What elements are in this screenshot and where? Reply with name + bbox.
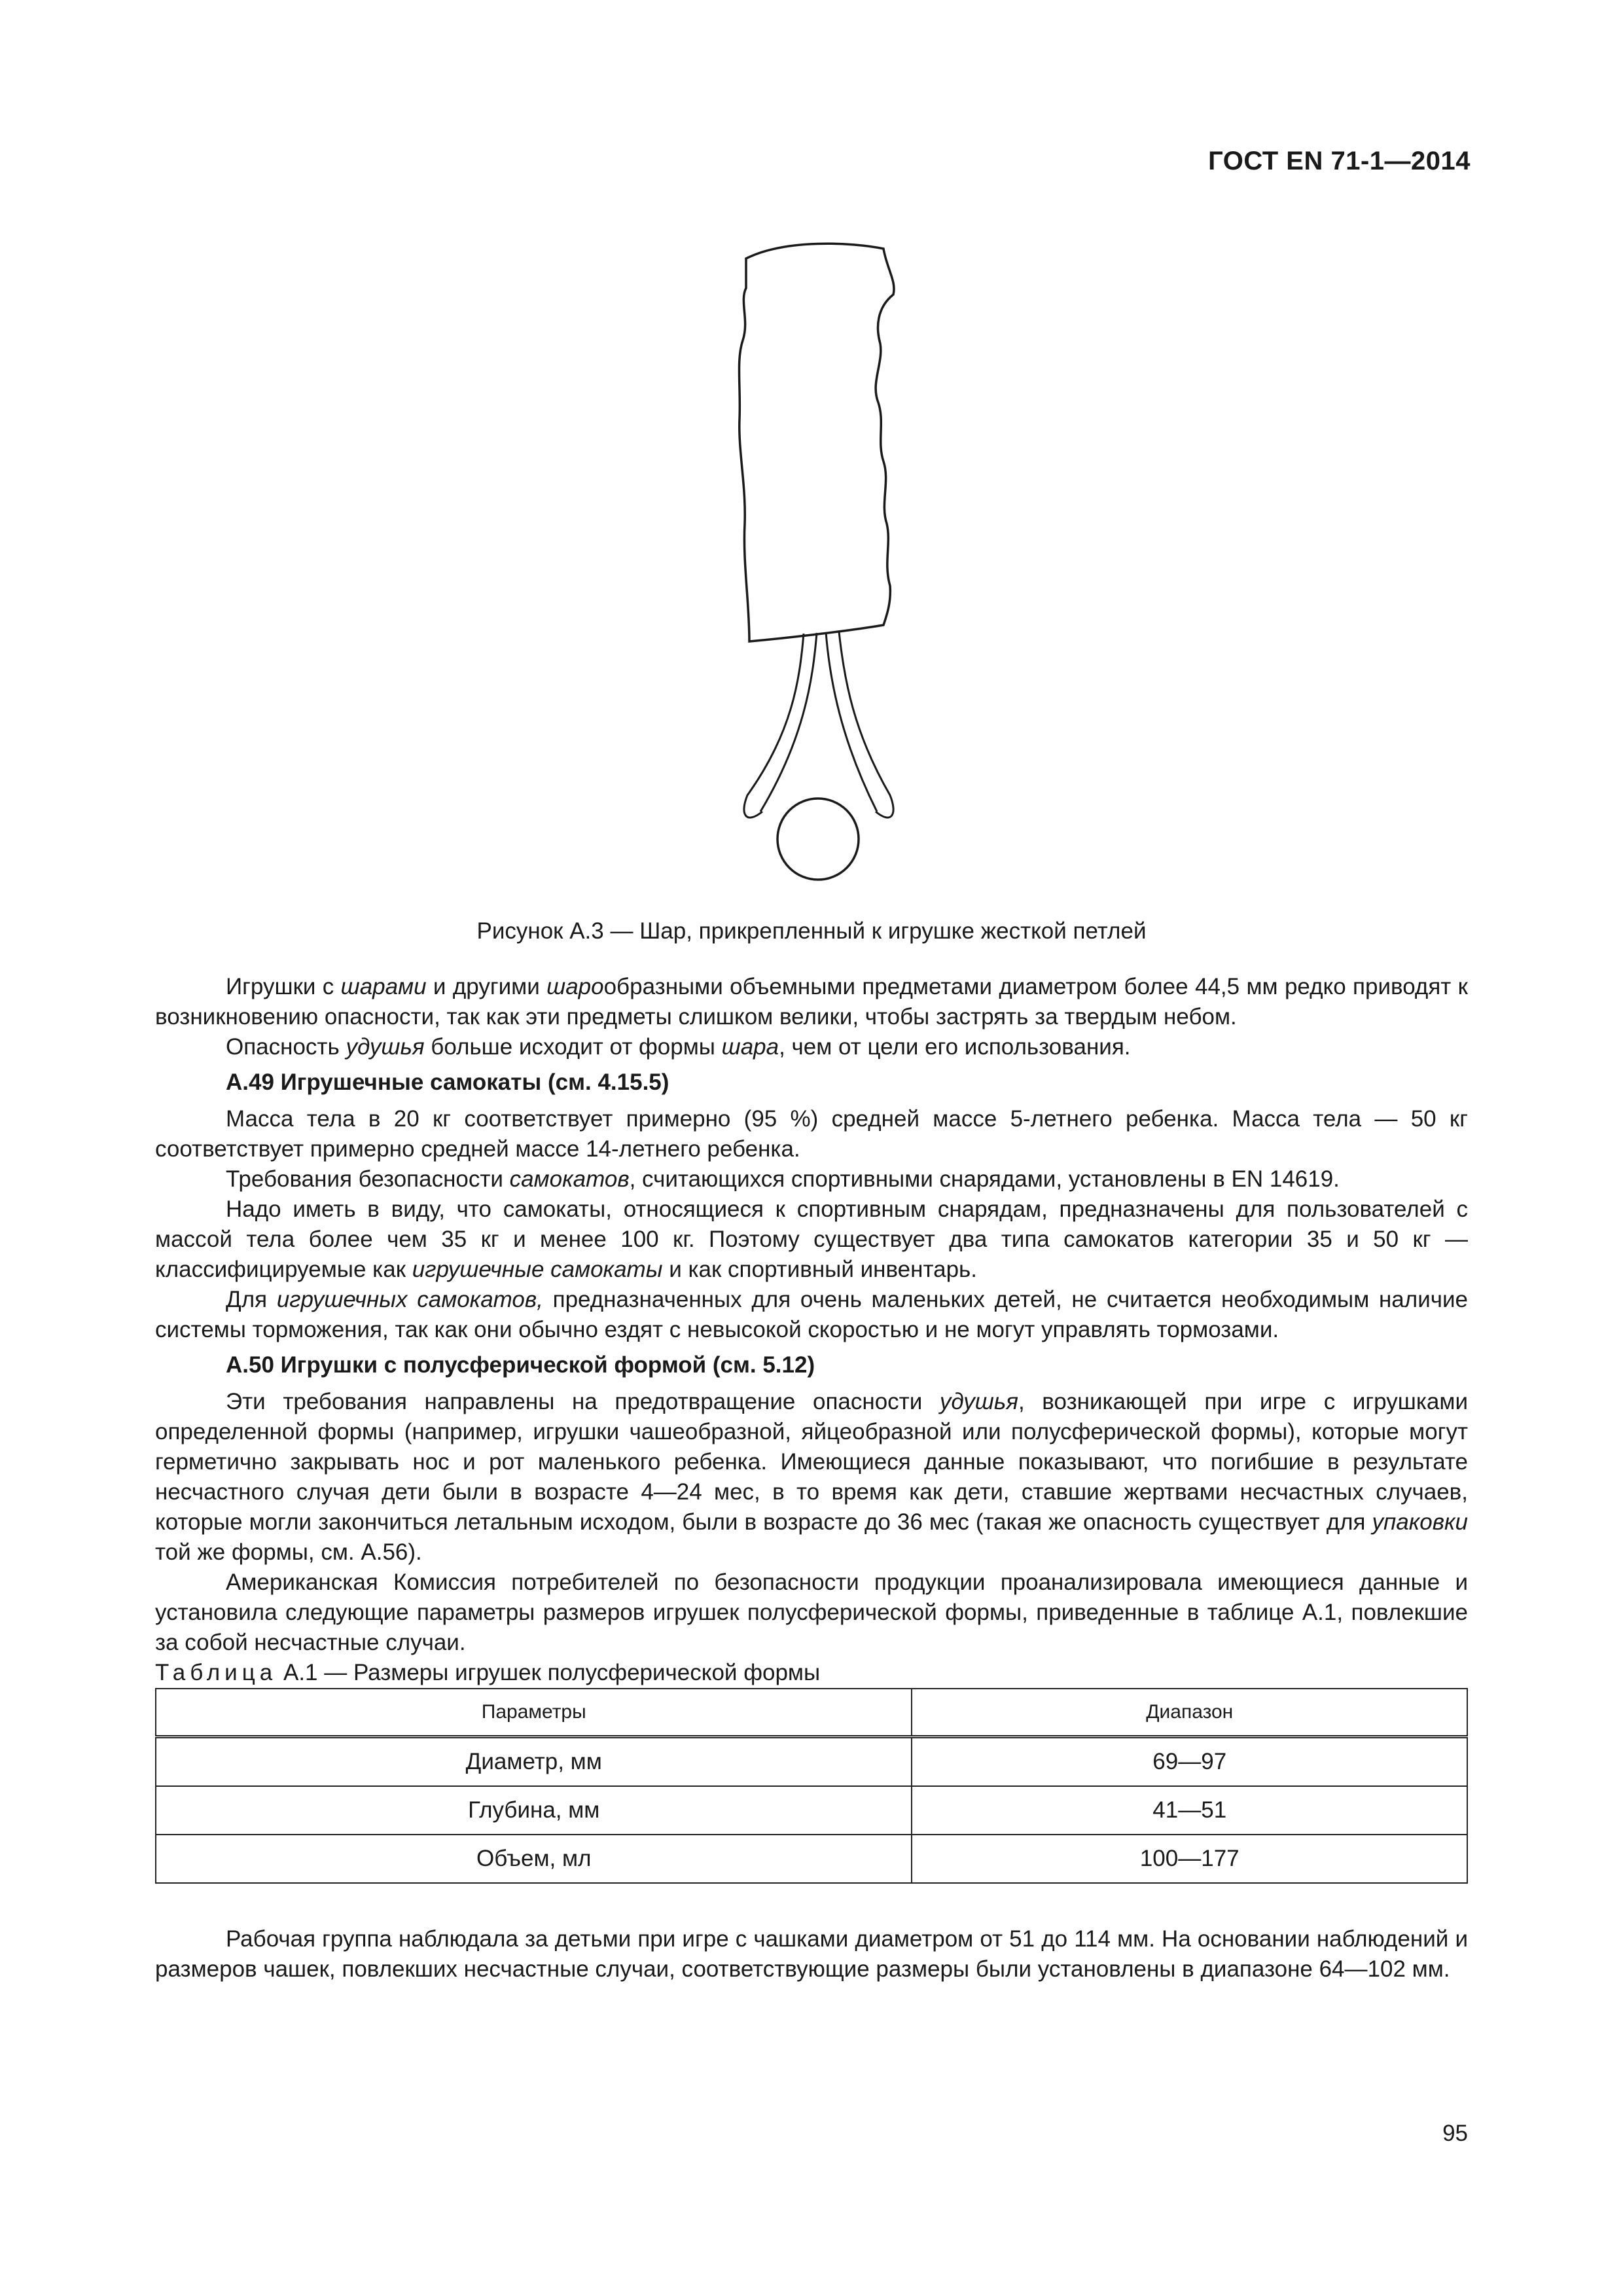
table-cell: 100—177: [912, 1835, 1467, 1883]
table-cell: Объем, мл: [156, 1835, 912, 1883]
italic-term: самокатов: [509, 1166, 630, 1192]
paragraph-body-mass: Масса тела в 20 кг соответствует примерно (95 %) средней массе 5-летнего ребенка. Масса тела — 50 кг соответствует примерно средней массе 14-летнего ребенка.: [155, 1106, 1468, 1162]
section-heading-a49: А.49 Игрушечные самокаты (см. 4.15.5): [226, 1069, 669, 1095]
italic-term: удушья: [346, 1034, 425, 1060]
paragraph-braking: Для игрушечных самокатов, предназначенных для очень маленьких детей, не считается необходимым наличие системы торможения, так как они обычно ездят с невысокой скоростью и не могут управлять тормозами.: [155, 1287, 1468, 1342]
paragraph-choking-hazard: Опасность удушья больше исходит от формы шара, чем от цели его использования.: [226, 1034, 1131, 1060]
italic-term: шаро: [546, 974, 604, 999]
figure-a3: [687, 236, 949, 884]
italic-term: шарами: [340, 974, 427, 999]
italic-term: шара: [721, 1034, 779, 1060]
paragraph-working-group: Рабочая группа наблюдала за детьми при игре с чашками диаметром от 51 до 114 мм. На основании наблюдений и размеров чашек, повлекших несчастные случаи, соответствующие размеры были установлены в диапазоне 64—102 мм.: [155, 1926, 1468, 1982]
paragraph-commission-analysis: Американская Комиссия потребителей по безопасности продукции проанализировала имеющиеся данные и установила следующие параметры размеров игрушек полусферической формы, приведенные в таблице А.1, повлекшие за собой несчастные случаи.: [155, 1570, 1468, 1655]
paragraph-scooter-categories: Надо иметь в виду, что самокаты, относящиеся к спортивным снарядам, предназначены для пользователей с массой тела более чем 35 кг и менее 100 кг. Поэтому существует два типа самокатов категории 35 и 50 кг — классифицируемые как игрушечные самокаты и как спортивный инвентарь.: [155, 1196, 1468, 1282]
section-heading-a50: А.50 Игрушки с полусферической формой (см. 5.12): [226, 1352, 815, 1378]
italic-term: игрушечные самокаты: [412, 1257, 663, 1282]
table-row: [156, 1786, 1467, 1835]
table-caption: Таблица А.1 — Размеры игрушек полусферической формы: [155, 1660, 821, 1685]
table-header-parameters: Параметры: [156, 1689, 912, 1737]
figure-caption: Рисунок А.3 — Шар, прикрепленный к игрушке жесткой петлей: [476, 918, 1147, 944]
document-body: [155, 972, 1468, 1984]
table-header-range: Диапазон: [912, 1689, 1467, 1737]
table-row: [156, 1737, 1467, 1787]
italic-term: упаковки: [1372, 1509, 1468, 1535]
paragraph-hemispherical-hazard: Эти требования направлены на предотвращение опасности удушья, возникающей при игре с игрушками определенной формы (например, игрушки чашеобразной, яйцеобразной или полусферической формы), которые могут герметично закрывать нос и рот маленького ребенка. Имеющиеся данные показывают, что погибшие в результате несчастного случая дети были в возрасте 4—24 мес, в то время как дети, ставшие жертвами несчастных случаев, которые могли закончиться летальным исходом, были в возрасте до 36 мес (такая же опасность существует для упаковки той же формы, см. А.56).: [155, 1389, 1468, 1565]
table-cell: Диаметр, мм: [156, 1737, 912, 1787]
table-cell: 41—51: [912, 1786, 1467, 1835]
table-row: [156, 1835, 1467, 1883]
table-cell: 69—97: [912, 1737, 1467, 1787]
table-a1: [155, 1688, 1468, 1884]
document-header: ГОСТ EN 71-1—2014: [1208, 147, 1471, 175]
page-number: 95: [1442, 2121, 1468, 2146]
table-cell: Глубина, мм: [156, 1786, 912, 1835]
paragraph-safety-requirements: Требования безопасности самокатов, считающихся спортивными снарядами, установлены в EN 14619.: [226, 1166, 1340, 1192]
toy-with-ball-on-loop-icon: [687, 236, 949, 884]
italic-term: игрушечных самокатов,: [276, 1287, 543, 1312]
italic-term: удушья: [939, 1389, 1018, 1414]
paragraph-balls: Игрушки с шарами и другими шарообразными объемными предметами диаметром более 44,5 мм редко приводят к возникновению опасности, так как эти предметы слишком велики, чтобы застрять за твердым небом.: [155, 974, 1468, 1030]
